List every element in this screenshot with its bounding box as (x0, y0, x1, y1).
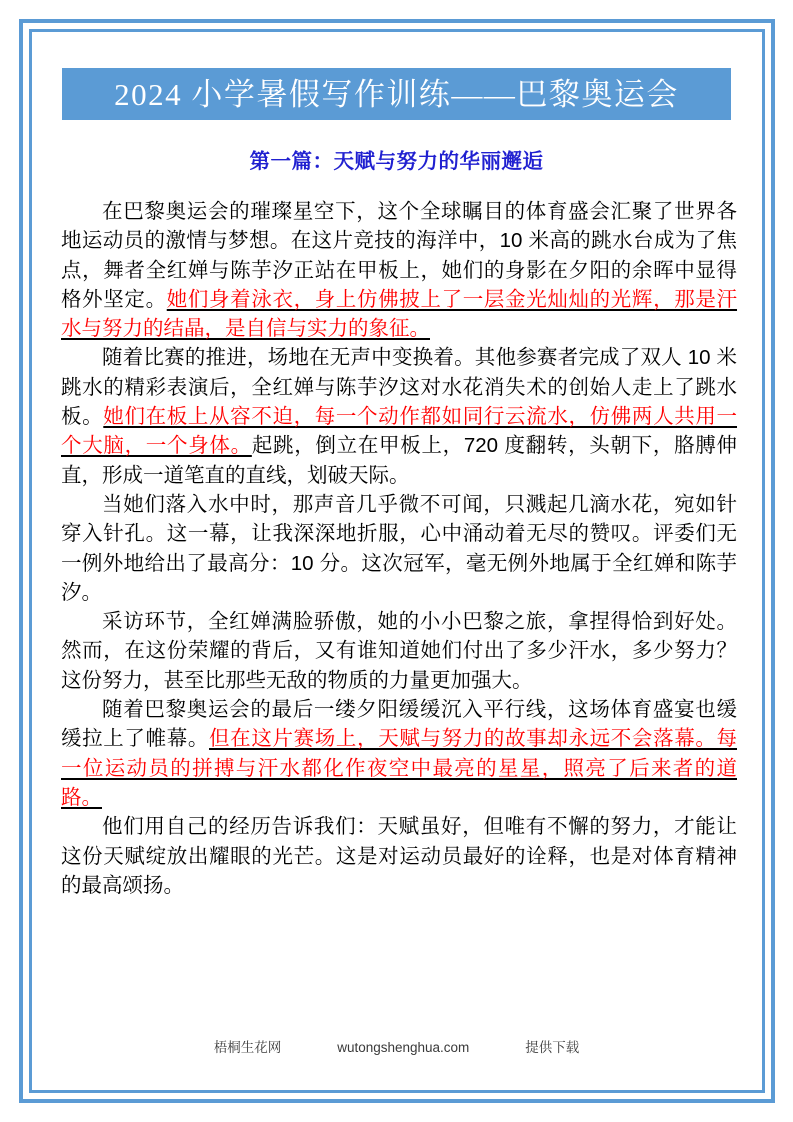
document-title-banner (62, 68, 731, 120)
document-subtitle: 第一篇：天赋与努力的华丽邂逅 (249, 150, 544, 173)
document-footer (62, 1036, 731, 1056)
highlighted-sentence: 她们身着泳衣，身上仿佛披上了一层金光灿灿的光辉，那是汗水与努力的结晶，是自信与实力的象征。 (61, 287, 738, 341)
body-text-run: 在巴黎奥运会的璀璨星空下，这个全球瞩目的体育盛会汇聚了世界各地运动员的激情与梦想。在这片竞技的海洋中，10 米高的跳水台成为了焦点，舞者全红婵与陈芋汐正站在甲板上，她们的身影在夕阳的余晖中显得格外坚定。 (61, 200, 737, 311)
body-text-run: 随着巴黎奥运会的最后一缕夕阳缓缓沉入平行线，这场体育盛宴也缓缓拉上了帷幕。 (61, 698, 737, 751)
footer-site-name: 梧桐生花网 (213, 1040, 282, 1055)
body-paragraph (61, 695, 737, 812)
body-paragraph (61, 197, 737, 343)
body-text-run: 随着比赛的推进，场地在无声中变换着。其他参赛者完成了双人 10 米跳水的精彩表演后，全红婵与陈芋汐这对水花消失术的创始人走上了跳水板。 (61, 346, 737, 429)
document-title: 2024 小学暑假写作训练——巴黎奥运会 (114, 76, 679, 112)
highlighted-sentence: 但在这片赛场上，天赋与努力的故事却永远不会落幕。每一位运动员的拼搏与汗水都化作夜空中最亮的星星，照亮了后来者的道路。 (61, 727, 738, 809)
body-paragraph (61, 343, 737, 489)
body-text-run: 当她们落入水中时，那声音几乎微不可闻，只溅起几滴水花，宛如针穿入针孔。这一幕，让我深深地折服，心中涌动着无尽的赞叹。评委们无一例外地给出了最高分：10 分。这次冠军，毫无例外地属于全红婵和陈芋汐。 (61, 492, 737, 604)
document-body (61, 197, 737, 900)
footer-domain: wutongshenghua.com (337, 1040, 470, 1055)
body-paragraph (61, 812, 737, 900)
body-text-run: 起跳，倒立在甲板上，720 度翻转，头朝下，胳膊伸直，形成一道笔直的直线，划破天际。 (61, 434, 737, 487)
body-paragraph (61, 607, 737, 695)
body-text-run: 他们用自己的经历告诉我们：天赋虽好，但唯有不懈的努力，才能让这份天赋绽放出耀眼的光芒。这是对运动员最好的诠释，也是对体育精神的最高颂扬。 (61, 815, 737, 897)
body-text-run: 采访环节，全红婵满脸骄傲，她的小小巴黎之旅，拿捏得恰到好处。然而，在这份荣耀的背后，又有谁知道她们付出了多少汗水，多少努力？这份努力，甚至比那些无敌的物质的力量更加强大。 (61, 610, 737, 692)
footer-note: 提供下载 (525, 1040, 580, 1055)
body-paragraph (61, 490, 737, 607)
highlighted-sentence: 她们在板上从容不迫，每一个动作都如同行云流水，仿佛两人共用一个大脑，一个身体。 (61, 405, 738, 458)
